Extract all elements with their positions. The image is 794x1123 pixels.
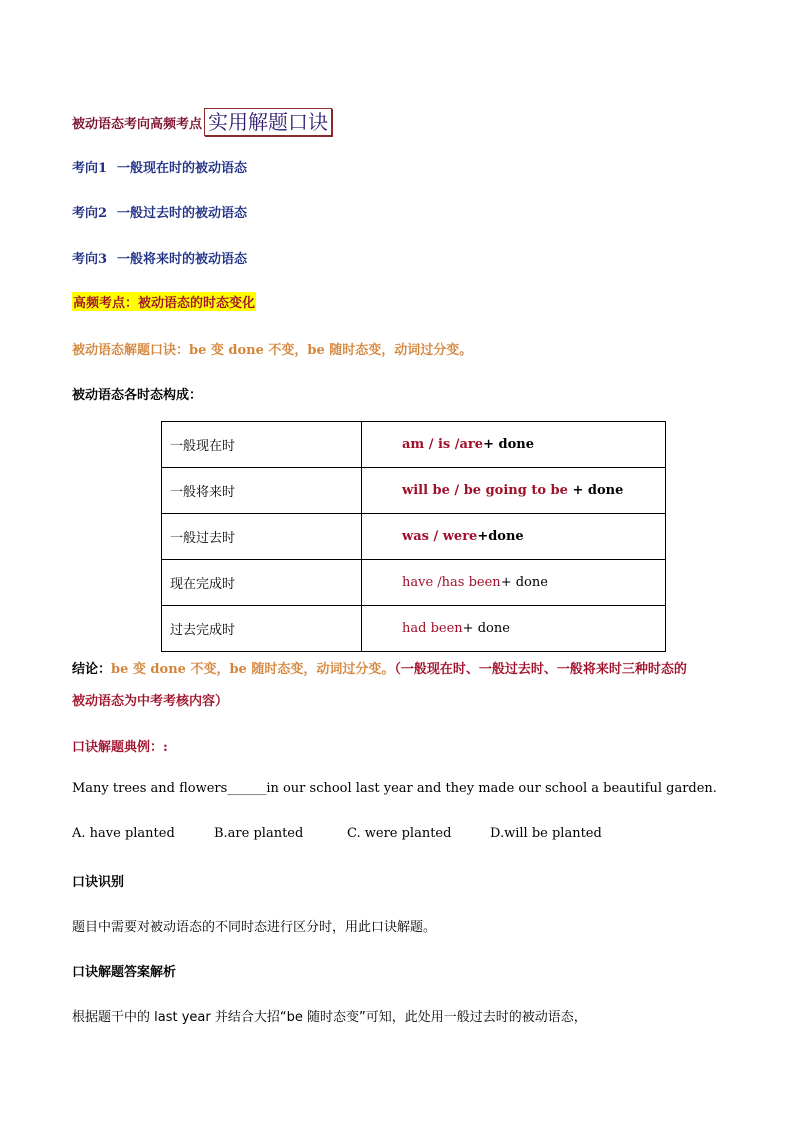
heading-boxed-title: 实用解题口诀: [204, 108, 332, 136]
form-main: have /has been: [402, 575, 501, 590]
analysis-text: 根据题干中的 last year 并结合大招“be 随时态变”可知，此处用一般过去时的被动语态，: [72, 1010, 587, 1025]
form-main: had been: [402, 621, 463, 636]
form-suffix: + done: [462, 621, 510, 636]
direction-number: 考向3: [72, 252, 108, 267]
conclusion-rhyme: be 变 done 不变，be 随时态变，动词过分变。: [111, 662, 395, 677]
form-main: was / were: [402, 529, 478, 544]
question-text: Many trees and flowers______in our school last year and they made our school a beautiful garden.: [72, 781, 717, 796]
direction-number: 考向2: [72, 206, 108, 221]
form-cell: [362, 468, 666, 514]
form-cell: [362, 606, 666, 652]
conclusion-note: （一般现在时、一般过去时、一般将来时三种时态的: [394, 662, 687, 677]
direction-text: 一般将来时的被动语态: [117, 252, 248, 267]
form-suffix: +done: [477, 529, 524, 544]
conclusion: [72, 658, 687, 677]
form-main: am / is /are: [402, 437, 484, 452]
tense-table: [161, 421, 666, 652]
direction-2: [72, 202, 247, 221]
tense-cell: 一般过去时: [162, 514, 362, 560]
direction-text: 一般过去时的被动语态: [117, 206, 248, 221]
form-suffix: + done: [567, 483, 624, 498]
conclusion-label: 结论：: [72, 662, 112, 677]
tense-cell: 一般将来时: [162, 468, 362, 514]
form-cell: [362, 560, 666, 606]
option-c: C. were planted: [347, 826, 452, 841]
highlight-key-point: 高频考点：被动语态的时态变化: [72, 292, 256, 311]
page-heading: [72, 108, 332, 136]
table-row: [162, 422, 666, 468]
direction-number: 考向1: [72, 161, 108, 176]
direction-1: [72, 157, 247, 176]
form-main: will be / be going to be: [402, 483, 568, 498]
table-row: [162, 514, 666, 560]
rhyme-line: 被动语态解题口诀：be 变 done 不变，be 随时态变，动词过分变。: [72, 343, 473, 358]
direction-3: [72, 248, 247, 267]
direction-text: 一般现在时的被动语态: [117, 161, 248, 176]
option-d: D.will be planted: [490, 826, 602, 841]
table-intro: 被动语态各时态构成：: [72, 388, 203, 403]
option-a: A. have planted: [72, 826, 175, 841]
form-cell: [362, 514, 666, 560]
option-b: B.are planted: [214, 826, 304, 841]
table-row: [162, 606, 666, 652]
tense-cell: 现在完成时: [162, 560, 362, 606]
recognize-text: 题目中需要对被动语态的不同时态进行区分时，用此口诀解题。: [72, 920, 437, 935]
example-title: 口诀解题典例：:: [72, 740, 168, 755]
table-row: [162, 560, 666, 606]
analysis-title: 口诀解题答案解析: [72, 965, 177, 980]
tense-cell: 过去完成时: [162, 606, 362, 652]
table-row: [162, 468, 666, 514]
conclusion-note-line2: 被动语态为中考考核内容）: [72, 694, 229, 709]
tense-cell: 一般现在时: [162, 422, 362, 468]
form-suffix: + done: [483, 437, 534, 452]
form-cell: [362, 422, 666, 468]
heading-prefix: 被动语态考向高频考点: [72, 116, 203, 132]
form-suffix: + done: [500, 575, 548, 590]
recognize-title: 口诀识别: [72, 875, 125, 890]
